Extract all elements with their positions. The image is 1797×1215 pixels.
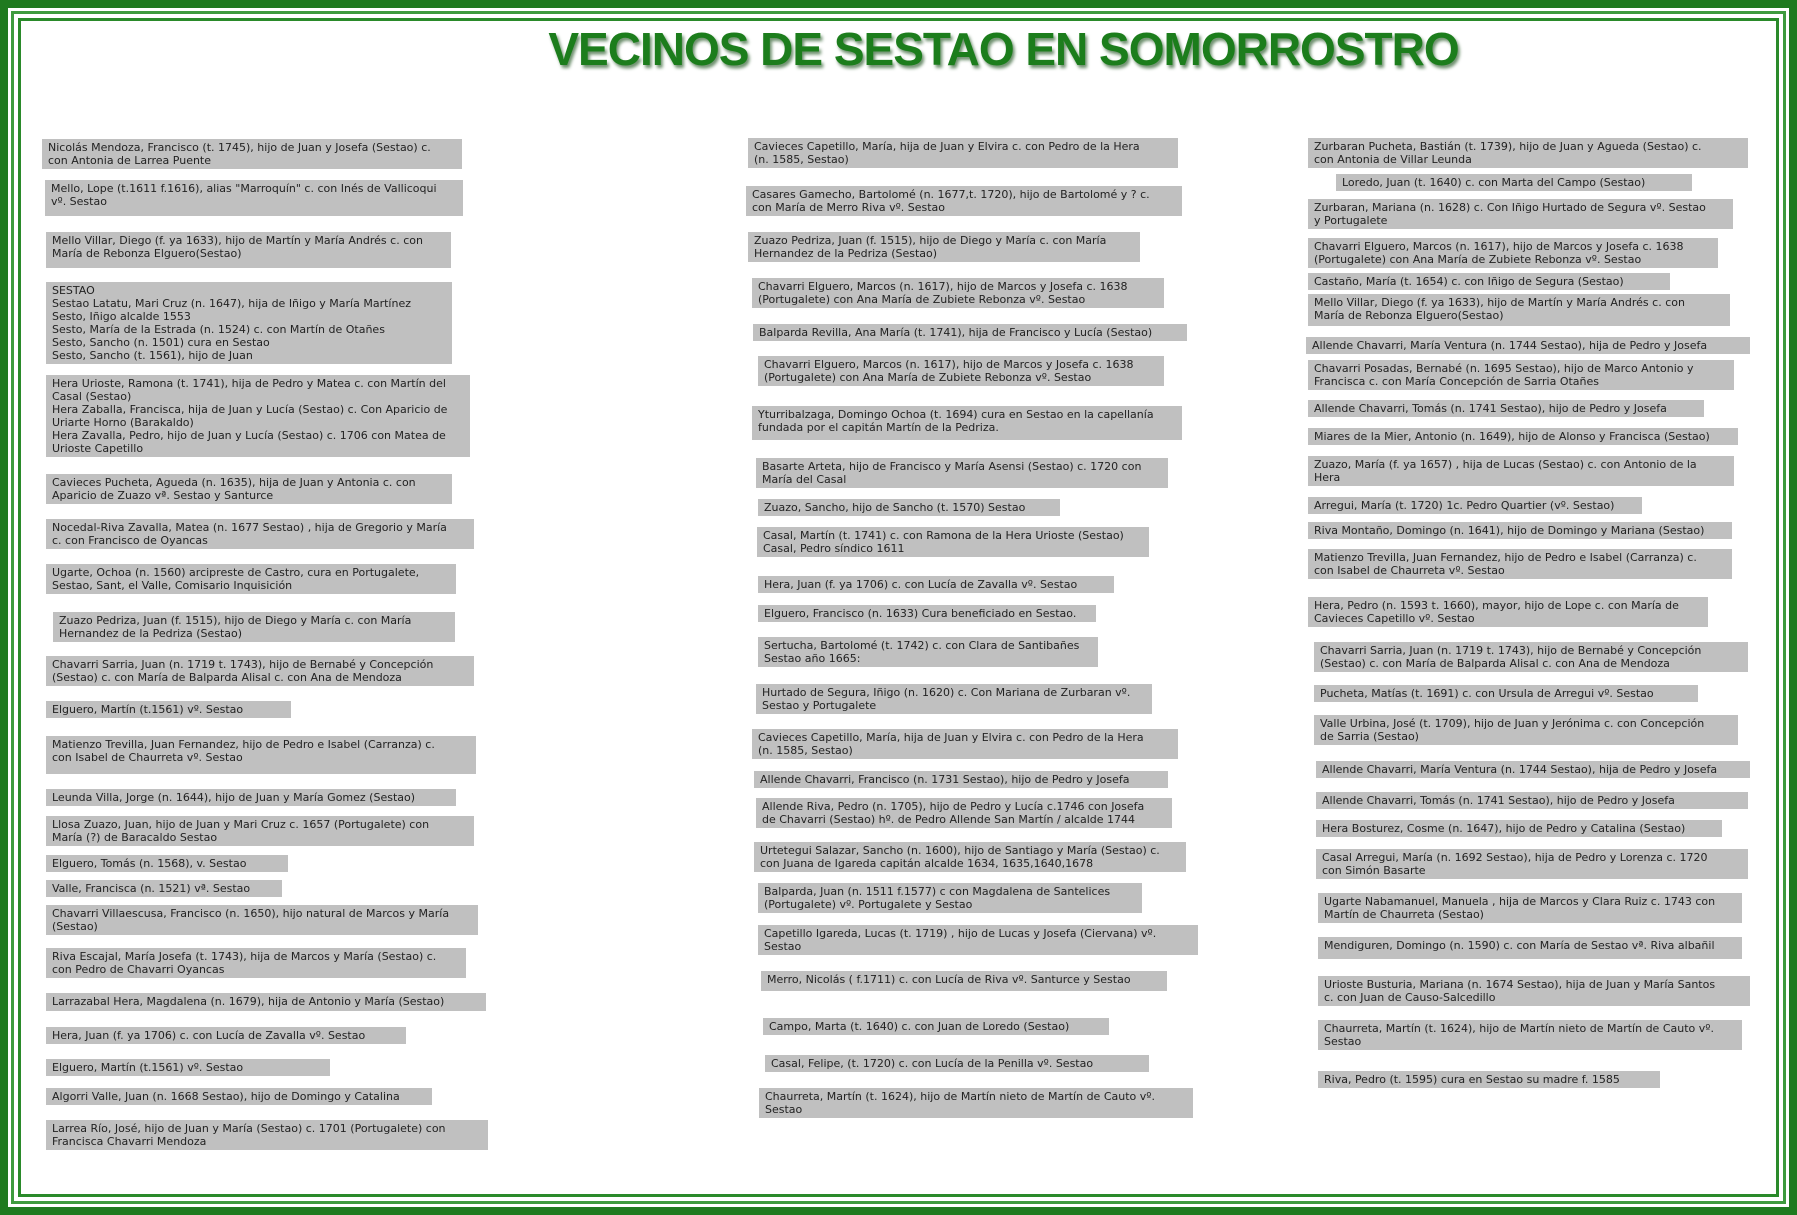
record-entry: Zuazo Pedriza, Juan (f. 1515), hijo de Diego y María c. con María Hernandez de la Pedriza (Sestao) [53, 612, 455, 642]
record-entry: Chavarri Posadas, Bernabé (n. 1695 Sestao), hijo de Marco Antonio y Francisca c. con María Concepción de Sarria Otañes [1308, 360, 1734, 390]
record-entry: Ugarte Nabamanuel, Manuela , hija de Marcos y Clara Ruiz c. 1743 con Martín de Chaurreta (Sestao) [1318, 893, 1742, 923]
record-entry: Chavarri Villaescusa, Francisco (n. 1650), hijo natural de Marcos y María (Sestao) [46, 905, 478, 935]
record-entry: Hera, Juan (f. ya 1706) c. con Lucía de Zavalla vº. Sestao [46, 1027, 406, 1044]
record-entry: Mello, Lope (t.1611 f.1616), alias "Marroquín" c. con Inés de Vallicoqui vº. Sestao [45, 180, 463, 216]
record-entry: Hera Bosturez, Cosme (n. 1647), hijo de Pedro y Catalina (Sestao) [1316, 820, 1722, 837]
record-entry: Miares de la Mier, Antonio (n. 1649), hijo de Alonso y Francisca (Sestao) [1308, 428, 1738, 445]
record-entry: Capetillo Igareda, Lucas (t. 1719) , hijo de Lucas y Josefa (Ciervana) vº. Sestao [758, 925, 1198, 955]
record-entry: Mello Villar, Diego (f. ya 1633), hijo de Martín y María Andrés c. con María de Rebonza Elguero(Sestao) [1308, 294, 1730, 326]
record-entry: Sertucha, Bartolomé (t. 1742) c. con Clara de Santibañes Sestao año 1665: [758, 637, 1098, 667]
record-entry: Merro, Nicolás ( f.1711) c. con Lucía de Riva vº. Santurce y Sestao [761, 971, 1167, 991]
record-entry: Zurbaran, Mariana (n. 1628) c. Con Iñigo Hurtado de Segura vº. Sestao y Portugalete [1308, 199, 1733, 229]
record-entry: Llosa Zuazo, Juan, hijo de Juan y Mari Cruz c. 1657 (Portugalete) con María (?) de Baracaldo Sestao [46, 816, 474, 846]
record-entry: Casal, Martín (t. 1741) c. con Ramona de la Hera Urioste (Sestao) Casal, Pedro síndico 1611 [757, 527, 1149, 557]
record-entry: Zuazo, María (f. ya 1657) , hija de Lucas (Sestao) c. con Antonio de la Hera [1308, 456, 1734, 486]
record-entry: Riva Escajal, María Josefa (t. 1743), hija de Marcos y María (Sestao) c. con Pedro de Chavarri Oyancas [46, 948, 466, 978]
record-entry: Campo, Marta (t. 1640) c. con Juan de Loredo (Sestao) [763, 1018, 1109, 1035]
record-entry: Chavarri Elguero, Marcos (n. 1617), hijo de Marcos y Josefa c. 1638 (Portugalete) con Ana María de Zubiete Rebonza vº. Sestao [752, 278, 1164, 308]
record-entry: Allende Chavarri, Tomás (n. 1741 Sestao), hijo de Pedro y Josefa [1316, 792, 1748, 809]
record-entry: Basarte Arteta, hijo de Francisco y María Asensi (Sestao) c. 1720 con María del Casal [756, 458, 1168, 488]
record-entry: Chavarri Sarria, Juan (n. 1719 t. 1743), hijo de Bernabé y Concepción (Sestao) c. con María de Balparda Alisal c. con Ana de Mendoza [1314, 642, 1748, 672]
record-entry: Allende Chavarri, Francisco (n. 1731 Sestao), hijo de Pedro y Josefa [754, 771, 1168, 788]
record-entry: Allende Chavarri, María Ventura (n. 1744 Sestao), hija de Pedro y Josefa [1316, 761, 1750, 778]
record-entry: Zurbaran Pucheta, Bastián (t. 1739), hijo de Juan y Agueda (Sestao) c. con Antonia de Villar Leunda [1308, 138, 1748, 168]
record-entry: Chavarri Sarria, Juan (n. 1719 t. 1743), hijo de Bernabé y Concepción (Sestao) c. con María de Balparda Alisal c. con Ana de Mendoza [46, 656, 474, 686]
record-entry: Hurtado de Segura, Iñigo (n. 1620) c. Con Mariana de Zurbaran vº. Sestao y Portugalete [756, 684, 1152, 714]
record-entry: Arregui, María (t. 1720) 1c. Pedro Quartier (vº. Sestao) [1308, 497, 1642, 514]
record-entry: Cavieces Capetillo, María, hija de Juan y Elvira c. con Pedro de la Hera (n. 1585, Sestao) [748, 138, 1178, 168]
record-entry: Ugarte, Ochoa (n. 1560) arcipreste de Castro, cura en Portugalete, Sestao, Sant, el Valle, Comisario Inquisición [46, 564, 456, 594]
record-entry: Hera, Juan (f. ya 1706) c. con Lucía de Zavalla vº. Sestao [758, 576, 1114, 593]
record-entry: Chaurreta, Martín (t. 1624), hijo de Martín nieto de Martín de Cauto vº. Sestao [759, 1088, 1193, 1118]
record-entry: Mendiguren, Domingo (n. 1590) c. con María de Sestao vª. Riva albañil [1318, 937, 1742, 959]
record-entry: Loredo, Juan (t. 1640) c. con Marta del Campo (Sestao) [1336, 174, 1692, 191]
record-entry: Cavieces Capetillo, María, hija de Juan y Elvira c. con Pedro de la Hera (n. 1585, Sestao) [752, 729, 1178, 759]
record-entry: Valle Urbina, José (t. 1709), hijo de Juan y Jerónima c. con Concepción de Sarria (Sestao) [1314, 715, 1738, 745]
record-entry: Riva Montaño, Domingo (n. 1641), hijo de Domingo y Mariana (Sestao) [1308, 522, 1732, 539]
record-entry: Hera, Pedro (n. 1593 t. 1660), mayor, hijo de Lope c. con María de Cavieces Capetillo vº. Sestao [1308, 597, 1708, 627]
record-entry: Algorri Valle, Juan (n. 1668 Sestao), hijo de Domingo y Catalina [46, 1088, 432, 1105]
record-entry: Urtetegui Salazar, Sancho (n. 1600), hijo de Santiago y María (Sestao) c. con Juana de Igareda capitán alcalde 1634, 1635,1640,1678 [754, 842, 1186, 872]
record-entry: Castaño, María (t. 1654) c. con Iñigo de Segura (Sestao) [1308, 273, 1670, 290]
record-entry: Zuazo Pedriza, Juan (f. 1515), hijo de Diego y María c. con María Hernandez de la Pedriza (Sestao) [748, 232, 1140, 262]
record-entry: Cavieces Pucheta, Agueda (n. 1635), hija de Juan y Antonia c. con Aparicio de Zuazo vª. Sestao y Santurce [46, 474, 452, 504]
record-entry: Mello Villar, Diego (f. ya 1633), hijo de Martín y María Andrés c. con María de Rebonza Elguero(Sestao) [46, 232, 451, 268]
record-entry: Chaurreta, Martín (t. 1624), hijo de Martín nieto de Martín de Cauto vº. Sestao [1318, 1020, 1742, 1050]
record-entry: Zuazo, Sancho, hijo de Sancho (t. 1570) Sestao [758, 499, 1060, 516]
record-entry: Matienzo Trevilla, Juan Fernandez, hijo de Pedro e Isabel (Carranza) c. con Isabel de Chaurreta vº. Sestao [1308, 549, 1732, 579]
record-entry: Larrea Río, José, hijo de Juan y María (Sestao) c. 1701 (Portugalete) con Francisca Chavarri Mendoza [46, 1120, 488, 1150]
record-entry: Nicolás Mendoza, Francisco (t. 1745), hijo de Juan y Josefa (Sestao) c. con Antonia de Larrea Puente [42, 139, 462, 169]
record-entry: Leunda Villa, Jorge (n. 1644), hijo de Juan y María Gomez (Sestao) [46, 789, 456, 806]
record-entry: Elguero, Martín (t.1561) vº. Sestao [46, 701, 291, 718]
record-entry: Riva, Pedro (t. 1595) cura en Sestao su madre f. 1585 [1318, 1071, 1660, 1088]
record-entry: Pucheta, Matías (t. 1691) c. con Ursula de Arregui vº. Sestao [1314, 685, 1698, 702]
record-entry: Allende Riva, Pedro (n. 1705), hijo de Pedro y Lucía c.1746 con Josefa de Chavarri (Sestao) hº. de Pedro Allende San Martín / alcalde 1744 [756, 798, 1172, 828]
record-entry: Allende Chavarri, María Ventura (n. 1744 Sestao), hija de Pedro y Josefa [1306, 337, 1750, 354]
record-entry: Yturribalzaga, Domingo Ochoa (t. 1694) cura en Sestao en la capellanía fundada por el capitán Martín de la Pedriza. [752, 406, 1182, 440]
record-entry: SESTAO Sestao Latatu, Mari Cruz (n. 1647), hija de Iñigo y María Martínez Sesto, Iñigo alcalde 1553 Sesto, María de la Estrada (n. 1524) c. con Martín de Otañes Sesto, Sancho (n. 1501) cura en Sestao Sesto, Sancho (t. 1561), hijo de Juan [46, 282, 452, 364]
record-entry: Chavarri Elguero, Marcos (n. 1617), hijo de Marcos y Josefa c. 1638 (Portugalete) con Ana María de Zubiete Rebonza vº. Sestao [1308, 238, 1718, 268]
record-entry: Casares Gamecho, Bartolomé (n. 1677,t. 1720), hijo de Bartolomé y ? c. con María de Merro Riva vº. Sestao [746, 186, 1182, 216]
record-entry: Nocedal-Riva Zavalla, Matea (n. 1677 Sestao) , hija de Gregorio y María c. con Francisco de Oyancas [46, 519, 474, 549]
record-entry: Balparda Revilla, Ana María (t. 1741), hija de Francisco y Lucía (Sestao) [753, 324, 1187, 341]
record-entry: Hera Urioste, Ramona (t. 1741), hija de Pedro y Matea c. con Martín del Casal (Sestao) Hera Zaballa, Francisca, hija de Juan y Lucía (Sestao) c. Con Aparicio de Uriarte Horno (Barakaldo) Hera Zavalla, Pedro, hijo de Juan y Lucía (Sestao) c. 1706 con Matea de Urioste Capetillo [46, 375, 470, 457]
record-entry: Matienzo Trevilla, Juan Fernandez, hijo de Pedro e Isabel (Carranza) c. con Isabel de Chaurreta vº. Sestao [46, 736, 476, 774]
record-entry: Casal, Felipe, (t. 1720) c. con Lucía de la Penilla vº. Sestao [765, 1055, 1149, 1072]
record-entry: Elguero, Francisco (n. 1633) Cura beneficiado en Sestao. [758, 605, 1096, 622]
page-title: VECINOS DE SESTAO EN SOMORROSTRO [548, 23, 1459, 75]
record-entry: Chavarri Elguero, Marcos (n. 1617), hijo de Marcos y Josefa c. 1638 (Portugalete) con Ana María de Zubiete Rebonza vº. Sestao [758, 356, 1164, 386]
record-entry: Casal Arregui, María (n. 1692 Sestao), hija de Pedro y Lorenza c. 1720 con Simón Basarte [1316, 849, 1748, 879]
record-entry: Elguero, Tomás (n. 1568), v. Sestao [46, 855, 288, 872]
record-entry: Balparda, Juan (n. 1511 f.1577) c con Magdalena de Santelices (Portugalete) vº. Portugalete y Sestao [758, 883, 1142, 913]
record-entry: Valle, Francisca (n. 1521) vª. Sestao [46, 880, 282, 897]
record-entry: Larrazabal Hera, Magdalena (n. 1679), hija de Antonio y María (Sestao) [46, 993, 486, 1011]
record-entry: Urioste Busturia, Mariana (n. 1674 Sestao), hija de Juan y María Santos c. con Juan de Causo-Salcedillo [1318, 976, 1750, 1006]
record-entry: Allende Chavarri, Tomás (n. 1741 Sestao), hijo de Pedro y Josefa [1308, 400, 1704, 417]
record-entry: Elguero, Martín (t.1561) vº. Sestao [46, 1059, 330, 1076]
